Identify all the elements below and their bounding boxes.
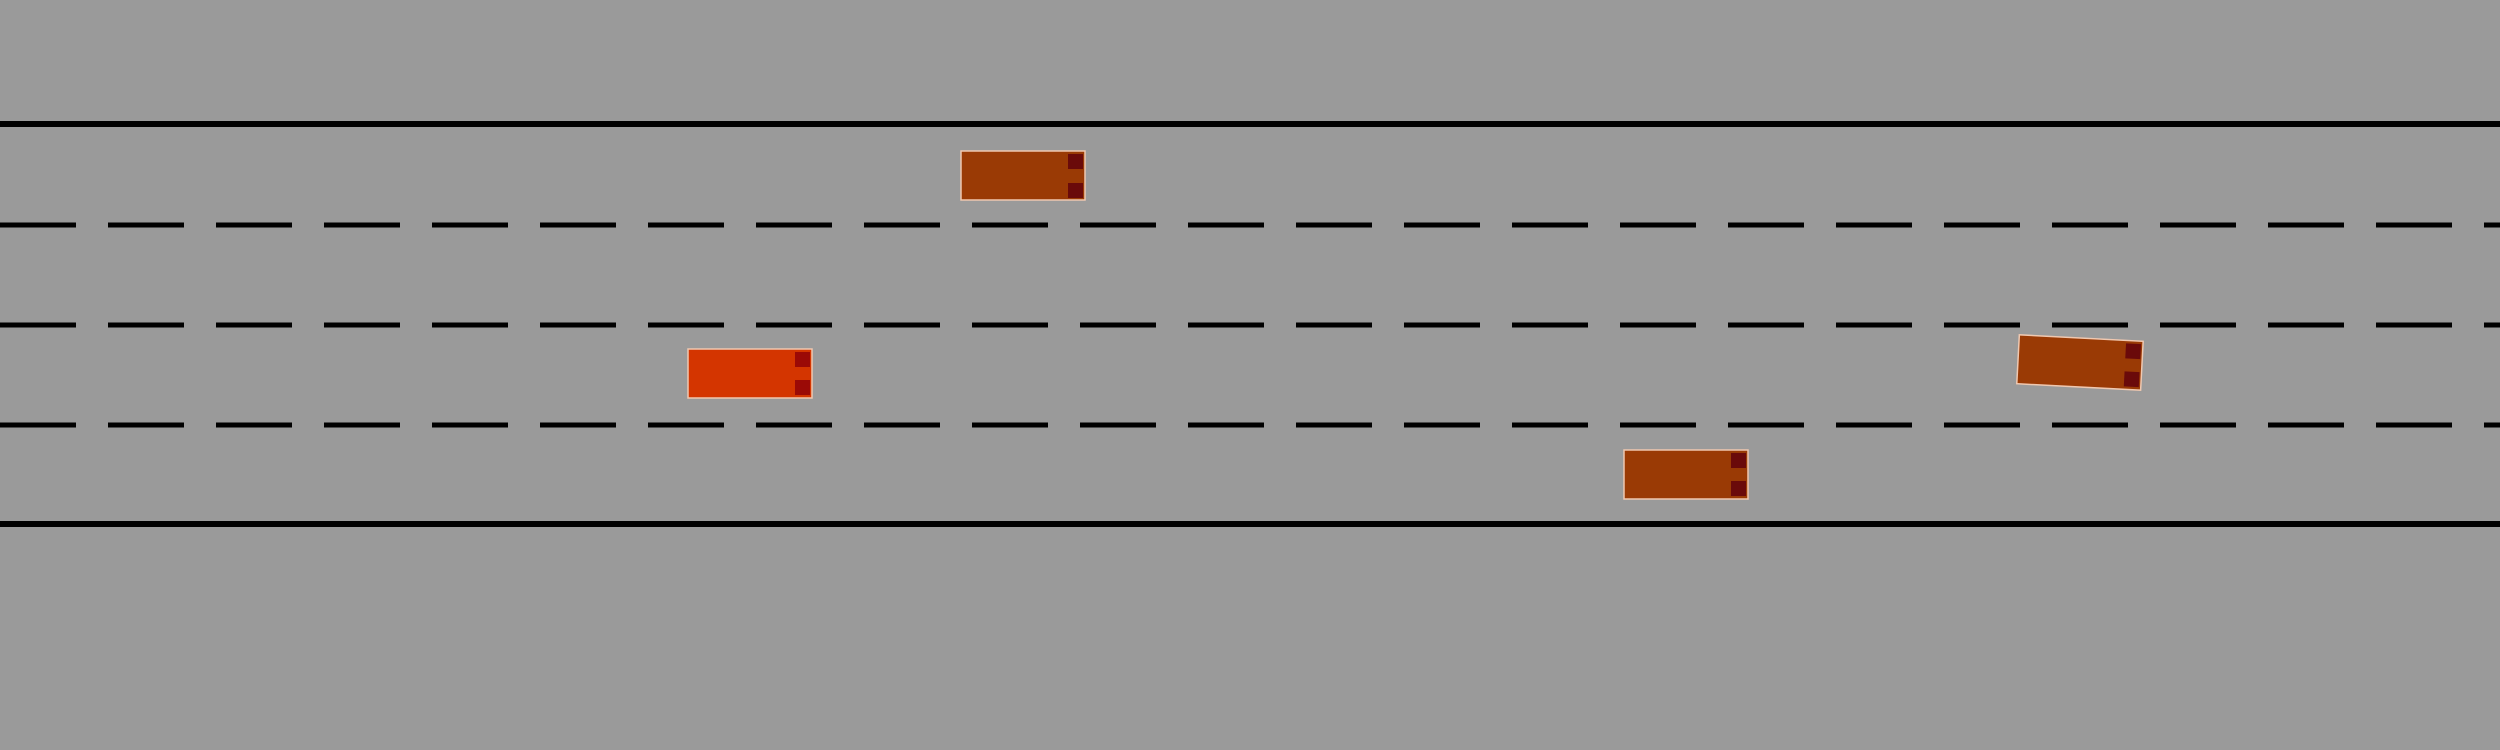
vehicle-body <box>688 349 812 398</box>
vehicle-body <box>1624 450 1748 499</box>
vehicle-headlight-lower <box>1731 481 1746 496</box>
vehicle-headlight-lower <box>795 380 810 395</box>
vehicle-top-lane <box>961 151 1085 200</box>
vehicle-headlight-upper <box>2125 343 2141 359</box>
vehicle-changing-lane <box>2017 335 2143 390</box>
vehicle-body <box>961 151 1085 200</box>
vehicle-ego <box>688 349 812 398</box>
vehicle-headlight-upper <box>795 352 810 367</box>
vehicle-headlight-upper <box>1068 154 1083 169</box>
vehicle-headlight-upper <box>1731 453 1746 468</box>
vehicle-headlight-lower <box>1068 183 1083 198</box>
vehicle-headlight-lower <box>2124 371 2140 387</box>
vehicle-bottom-lane <box>1624 450 1748 499</box>
